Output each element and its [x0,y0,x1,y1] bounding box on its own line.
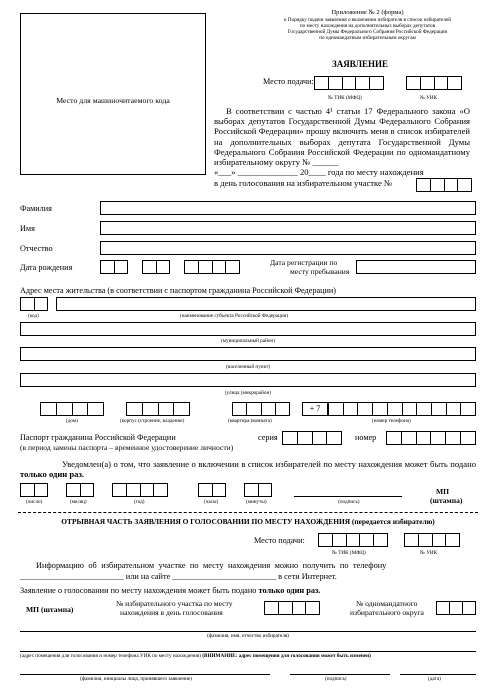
header-line-3: по месту нахождения на дополнительных выборах депутатов [299,23,436,29]
address-heading: Адрес места жительства (в соответствии с паспортом гражданина Российской Федерации) [20,286,336,295]
number-label: номер [355,433,377,442]
tik-caption: № ТИК (МФЦ) [328,95,362,101]
precinct-cells[interactable] [416,178,472,192]
tear-date-caption: (дата) [428,676,441,682]
tear-tik-cells[interactable] [318,533,388,547]
tear-official-line[interactable] [20,674,270,675]
month-caption: (месяц) [70,499,87,505]
street-caption: (улица (микрорайон) [224,390,272,396]
header-line-5: по одномандатным избирательным округам [319,35,416,41]
surname-field[interactable] [100,201,476,215]
date-line: «___» ______________ 20____ года по месту нахождения [214,167,424,177]
tear-district-cells[interactable] [436,601,476,615]
uik-caption: № УИК [420,95,438,101]
code-caption: (код) [28,313,39,319]
header-line-2: к Порядку подачи заявления о включении избирателя в список избирателей [283,17,452,23]
series-cells[interactable] [282,431,342,445]
passport-label-2: (в период замены паспорта – временное удостоверение личности) [20,443,234,452]
mp-label: МП [436,487,450,496]
surname-label: Фамилия [20,204,52,213]
sign-year-cells[interactable] [112,483,168,497]
apartment-cells[interactable] [232,402,290,416]
tear-date-line[interactable] [400,674,476,675]
tear-precinct-label-2: нахождения в день голосования [120,608,223,617]
region-caption: (наименование субъекта Российской Федерации) [180,313,289,319]
building-cells[interactable] [126,402,190,416]
header-line-1: Приложение № 2 (форма) [331,9,404,16]
tear-sign-line[interactable] [290,674,390,675]
tear-info-line-1: Информацию об избирательном участке по месту нахождения можно получить по телефону [36,561,387,570]
sign-month-cells[interactable] [66,483,94,497]
patronymic-label: Отчество [20,244,53,253]
birth-day-cells[interactable] [100,260,128,274]
year-caption: (год) [134,499,145,505]
phone-prefix: + 7 [302,402,328,416]
house-cells[interactable] [40,402,104,416]
signature-line[interactable] [294,496,402,497]
phone-cells[interactable] [328,402,476,416]
minutes-caption: (минуты) [246,499,267,505]
machine-code-box [20,13,206,175]
birthdate-label: Дата рождения [20,263,73,272]
tear-tik-caption: № ТИК (МФЦ) [332,550,366,556]
sign-minutes-cells[interactable] [244,483,272,497]
tear-line [18,512,478,513]
place-label: Место подачи: [263,77,314,86]
tear-fio-line[interactable] [20,631,476,632]
sign-day-cells[interactable] [20,483,48,497]
day-caption: (число) [26,499,43,505]
hours-caption: (часы) [204,499,219,505]
house-caption: (дом) [66,418,78,424]
tear-once-text: Заявление о голосовании по месту нахождения может быть подано только один раз. [20,586,321,595]
phone-caption: (номер телефона) [372,418,411,424]
body-text: В соответствии с частью 4¹ статьи 17 Федерального закона «О выборах депутатов Государственной Думы Федерального Собрания Российской Федерации» прошу включить меня в список избирателей на дополнительных выборах депутата Государственной Думы Федерального Собрания Российской Федерации по одномандатному избирательному округу № ______ [214,106,470,168]
passport-label-1: Паспорт гражданина Российской Федерации [20,433,176,442]
tear-district-label-2: избирательного округа [350,608,424,617]
patronymic-field[interactable] [100,241,476,255]
tear-address-line[interactable] [20,651,476,652]
series-label: серия [258,433,278,442]
tear-district-label-1: № одномандатного [356,599,418,608]
district-field[interactable] [20,322,476,336]
name-label: Имя [20,224,35,233]
building-caption: (корпус (строение, владение) [120,418,185,424]
tear-mp-label: МП (штампа) [26,605,74,614]
street-field[interactable] [20,373,476,387]
sign-hours-cells[interactable] [198,483,226,497]
tear-title: ОТРЫВНАЯ ЧАСТЬ ЗАЯВЛЕНИЯ О ГОЛОСОВАНИИ ПО МЕСТУ НАХОЖДЕНИЯ (передается избирателю) [61,517,435,526]
tear-sign-caption: (подпись) [325,676,347,682]
tear-address-caption: (адрес помещения для голосования и номер телефона УИК по месту нахождения) (ВНИМАНИЕ: адрес помещения для голосования может быть изменен) [20,653,371,659]
header-line-4: Государственной Думы Федерального Собрания Российской Федерации [287,29,448,35]
vote-day-line: в день голосования на избирательном участке № [214,178,393,188]
apartment-caption: (квартира (комната) [228,418,272,424]
signature-caption: (подпись) [338,499,360,505]
address-code-cells[interactable] [20,297,48,311]
uik-cells[interactable] [406,76,462,90]
tear-place-label: Место подачи: [254,536,305,545]
passport-number-cells[interactable] [386,431,476,445]
mp-stamp-label: (штампа) [430,496,463,505]
reg-place-label-2: месту пребывания [290,267,350,276]
page-title: ЗАЯВЛЕНИЕ [331,59,389,69]
region-field[interactable] [56,297,476,311]
tik-cells[interactable] [314,76,384,90]
tear-official-caption: (фамилия, инициалы лица, принявшего заявление) [80,676,192,682]
tear-info-line-2: _________________________ или на сайте _________________________ в сети Интернет. [20,572,337,581]
reg-place-field[interactable] [356,260,476,274]
district-caption: (муниципальный район) [221,338,275,344]
notice-text: Уведомлен(а) о том, что заявление о включении в список избирателей по месту нахождения может быть подано только один раз. [20,459,476,480]
locality-caption: (населенный пункт) [225,364,271,370]
birth-month-cells[interactable] [142,260,170,274]
name-field[interactable] [100,221,476,235]
machine-code-label: Место для машиночитаемого кода [56,96,170,105]
locality-field[interactable] [20,347,476,361]
birth-year-cells[interactable] [184,260,240,274]
tear-precinct-label-1: № избирательного участка по месту [116,599,233,608]
tear-uik-caption: № УИК [420,550,438,556]
reg-place-label-1: Дата регистрации по [270,258,338,267]
tear-precinct-cells[interactable] [264,601,320,615]
tear-fio-caption: (фамилия, имя, отчество избирателя) [207,633,289,639]
tear-uik-cells[interactable] [404,533,460,547]
